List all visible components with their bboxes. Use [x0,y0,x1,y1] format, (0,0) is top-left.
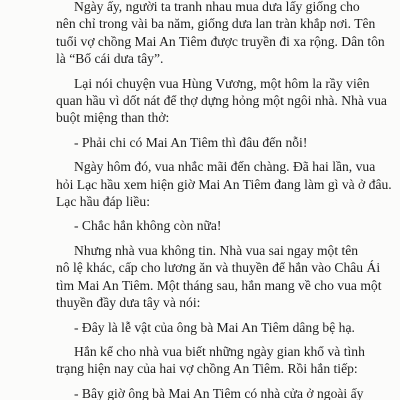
paragraph-1 [56,0,386,68]
text-line: trạng hiện nay của hai vợ chồng An Tiêm. Rồi hắn tiếp: [56,361,358,377]
page-text [56,0,392,400]
text-line: nô lệ khác, cấp cho lương ăn và thuyền để hắn vào Châu Ái [56,260,381,276]
paragraph-2 [56,75,386,127]
text-line: Lại nói chuyện vua Hùng Vương, một hôm la rầy viên [74,75,370,91]
text-line: là “Bố cái dưa tây”. [56,51,164,67]
text-line: buột miệng than thở: [56,110,170,126]
dialogue-4 [56,385,386,400]
text-line: tìm Mai An Tiêm. Một tháng sau, hắn mang về cho vua một [56,277,382,293]
text-line: hỏi Lạc hầu xem hiện giờ Mai An Tiêm đang làm gì và ở đâu. [56,176,392,192]
text-line: quan hầu vì dốt nát để thợ dựng hỏng một ngôi nhà. Nhà vua [56,93,387,109]
text-line: Ngày hôm đó, vua nhắc mãi đến chàng. Đã hai lần, vua [74,159,376,175]
text-line: Ngày ấy, người ta tranh nhau mua dưa lấy giống cho [74,0,360,14]
text-line: - Đây là lễ vật của ông bà Mai An Tiêm dâng bệ hạ. [74,319,355,335]
text-line: Lạc hầu đáp liều: [56,194,150,210]
text-line: thuyền đầy dưa tây và nói: [56,295,201,311]
text-line: - Chắc hắn không còn nữa! [74,218,222,234]
dialogue-1 [56,134,386,151]
text-line: - Phải chi có Mai An Tiêm thì đâu đến nỗi! [74,134,308,150]
text-line: tuổi vợ chồng Mai An Tiêm được truyền đi xa rộng. Dân tôn [56,33,385,49]
text-line: Nhưng nhà vua không tin. Nhà vua sai ngay một tên [74,242,359,258]
dialogue-3 [56,319,386,336]
dialogue-2 [56,217,386,234]
text-line: Hắn kể cho nhà vua biết những ngày gian khổ và tình [74,343,365,359]
paragraph-5 [56,343,386,378]
text-line: - Bây giờ ông bà Mai An Tiêm có nhà cửa ở ngoài ấy [74,385,364,400]
text-line: nên chỉ trong vài ba năm, giống dưa lan tràn khắp nơi. Tên [56,16,376,32]
paragraph-4 [56,242,386,312]
paragraph-3 [56,158,392,210]
